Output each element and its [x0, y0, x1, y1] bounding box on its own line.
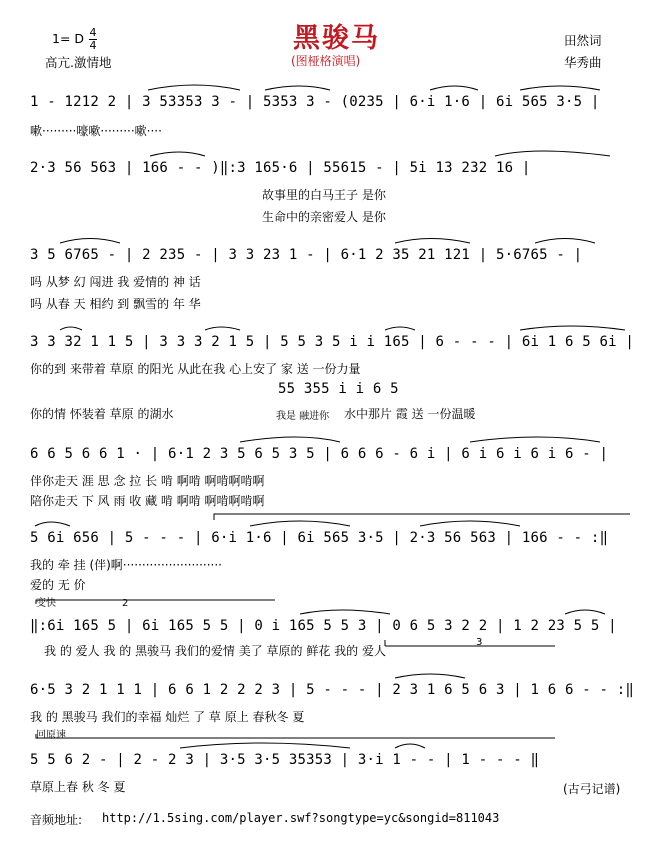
slur [150, 152, 205, 156]
lyric-line: 我 的 爱人 我 的 黑骏马 我们的爱情 美了 草原的 鲜花 我的 爱人 [44, 644, 386, 658]
lyric-line: 吗 从梦 幻 闯进 我 爱情的 神 话 [30, 275, 201, 289]
slur [395, 744, 425, 748]
slur [565, 610, 605, 614]
tempo-style: 高亢.激情地 [45, 55, 112, 70]
time-top: 4 [89, 26, 97, 39]
lyric-line: 我 的 黑骏马 我们的幸福 灿烂 了 草 原上 春秋冬 夏 [30, 710, 305, 724]
lyric-line: 吗 从春 天 相约 到 飘雪的 年 华 [30, 297, 201, 311]
volta-bracket [36, 600, 275, 604]
notation-line: 5 6i 656 | 5 - - - | 6·i 1·6 | 6i 565 3·5 | 2·3 56 563 | 166 - - :‖ [30, 530, 609, 546]
volta-bracket [214, 514, 630, 520]
slur [148, 85, 240, 90]
singer-credit: (图桠格演唱) [291, 54, 361, 68]
lyric-line: 草原上春 秋 冬 夏 [30, 780, 126, 794]
slur [535, 239, 595, 244]
lyric-line: 陪你走天 下 风 雨 收 藏 啃 啊啃 啊啃啊啃啊 [30, 494, 265, 508]
time-bottom: 4 [89, 39, 97, 52]
slur [520, 86, 600, 90]
slur [60, 327, 82, 330]
slur [395, 674, 465, 678]
slur [300, 610, 390, 614]
lyric-line: 嗽·········嚎嗽·········嗽···· [30, 124, 162, 138]
slur [205, 327, 240, 330]
slur [395, 239, 470, 244]
lyric-line: 生命中的亲密爱人 是你 [262, 210, 386, 224]
slur [470, 437, 600, 442]
slur [250, 521, 350, 526]
lyric-line: 水中那片 霞 送 一份温暖 [344, 407, 476, 421]
lyric-line: 你的情 怀装着 草原 的湖水 [30, 407, 174, 421]
audio-label: 音频地址: [30, 813, 83, 827]
notation-line: 1 - 1212 2 | 3 53353 3 - | 5353 3 - (0235 | 6·i 1·6 | 6i 565 3·5 | [30, 94, 600, 110]
lyric-line: 我的 牵 挂 (伴)啊·························· [30, 558, 222, 572]
slur [180, 743, 350, 748]
slur [60, 239, 120, 244]
notation-line: 3 3 32 1 1 5 | 3 3 3 2 1 5 | 5 5 3 5 i i 165 | 6 - - - | 6i 1 6 5 6i | [30, 334, 635, 350]
slur [385, 327, 415, 330]
audio-url: http://1.5sing.com/player.swf?songtype=yc&songid=811043 [102, 811, 500, 825]
song-title: 黑骏马 [293, 23, 380, 54]
slur [430, 86, 478, 90]
transcriber-credit: (古弓记谱) [563, 782, 621, 796]
alt-notation-line: 55 355 i i 6 5 [278, 381, 399, 397]
notation-line: 6·5 3 2 1 1 1 | 6 6 1 2 2 2 3 | 5 - - - | 2 3 1 6 5 6 3 | 1 6 6 - - :‖ [30, 682, 635, 698]
key-signature: 1= D [52, 31, 85, 46]
volta-number: 3 [476, 637, 483, 648]
lyric-small: 我是 融进你 [276, 411, 330, 422]
tempo-marker: 变快 [36, 598, 56, 609]
notation-line: 5 5 6 2 - | 2 - 2 3 | 3·5 3·5 35353 | 3·i 1 - - | 1 - - - ‖ [30, 752, 540, 768]
notation-line: 3 5 6765 - | 2 235 - | 3 3 23 1 - | 6·1 2 35 21 121 | 5·6765 - | [30, 247, 583, 263]
notation-line: 2·3 56 563 | 166 - - )‖:3 165·6 | 55615 - | 5i 13 232 16 | [30, 160, 531, 176]
lyric-line: 爱的 无 价 [30, 578, 86, 592]
slur [495, 151, 610, 156]
notation-line: 6 6 5 6 6 1 · | 6·1 2 3 5 6 5 3 5 | 6 6 6 - 6 i | 6 i 6 i 6 i 6 - | [30, 446, 609, 462]
lyric-line: 你的到 来带着 草原 的阳光 从此在我 心上安了 家 送 一份力量 [30, 362, 361, 376]
lyric-line: 故事里的白马王子 是你 [262, 188, 386, 202]
lyricist: 田然词 [564, 33, 602, 48]
volta-number: 2 [122, 598, 129, 609]
volta-bracket [36, 734, 555, 738]
slur [520, 326, 625, 330]
slur [265, 86, 330, 90]
slur [240, 437, 340, 442]
composer: 华秀曲 [564, 55, 602, 70]
slur [35, 522, 70, 526]
lyric-line: 伴你走天 涯 思 念 拉 长 啃 啊啃 啊啃啊啃啊 [30, 474, 265, 488]
slur [420, 521, 520, 526]
tempo-marker: 回原速 [36, 730, 66, 741]
notation-line: ‖:6i 165 5 | 6i 165 5 5 | 0 i 165 5 5 3 | 0 6 5 3 2 2 | 1 2 23 5 5 | [30, 618, 617, 634]
